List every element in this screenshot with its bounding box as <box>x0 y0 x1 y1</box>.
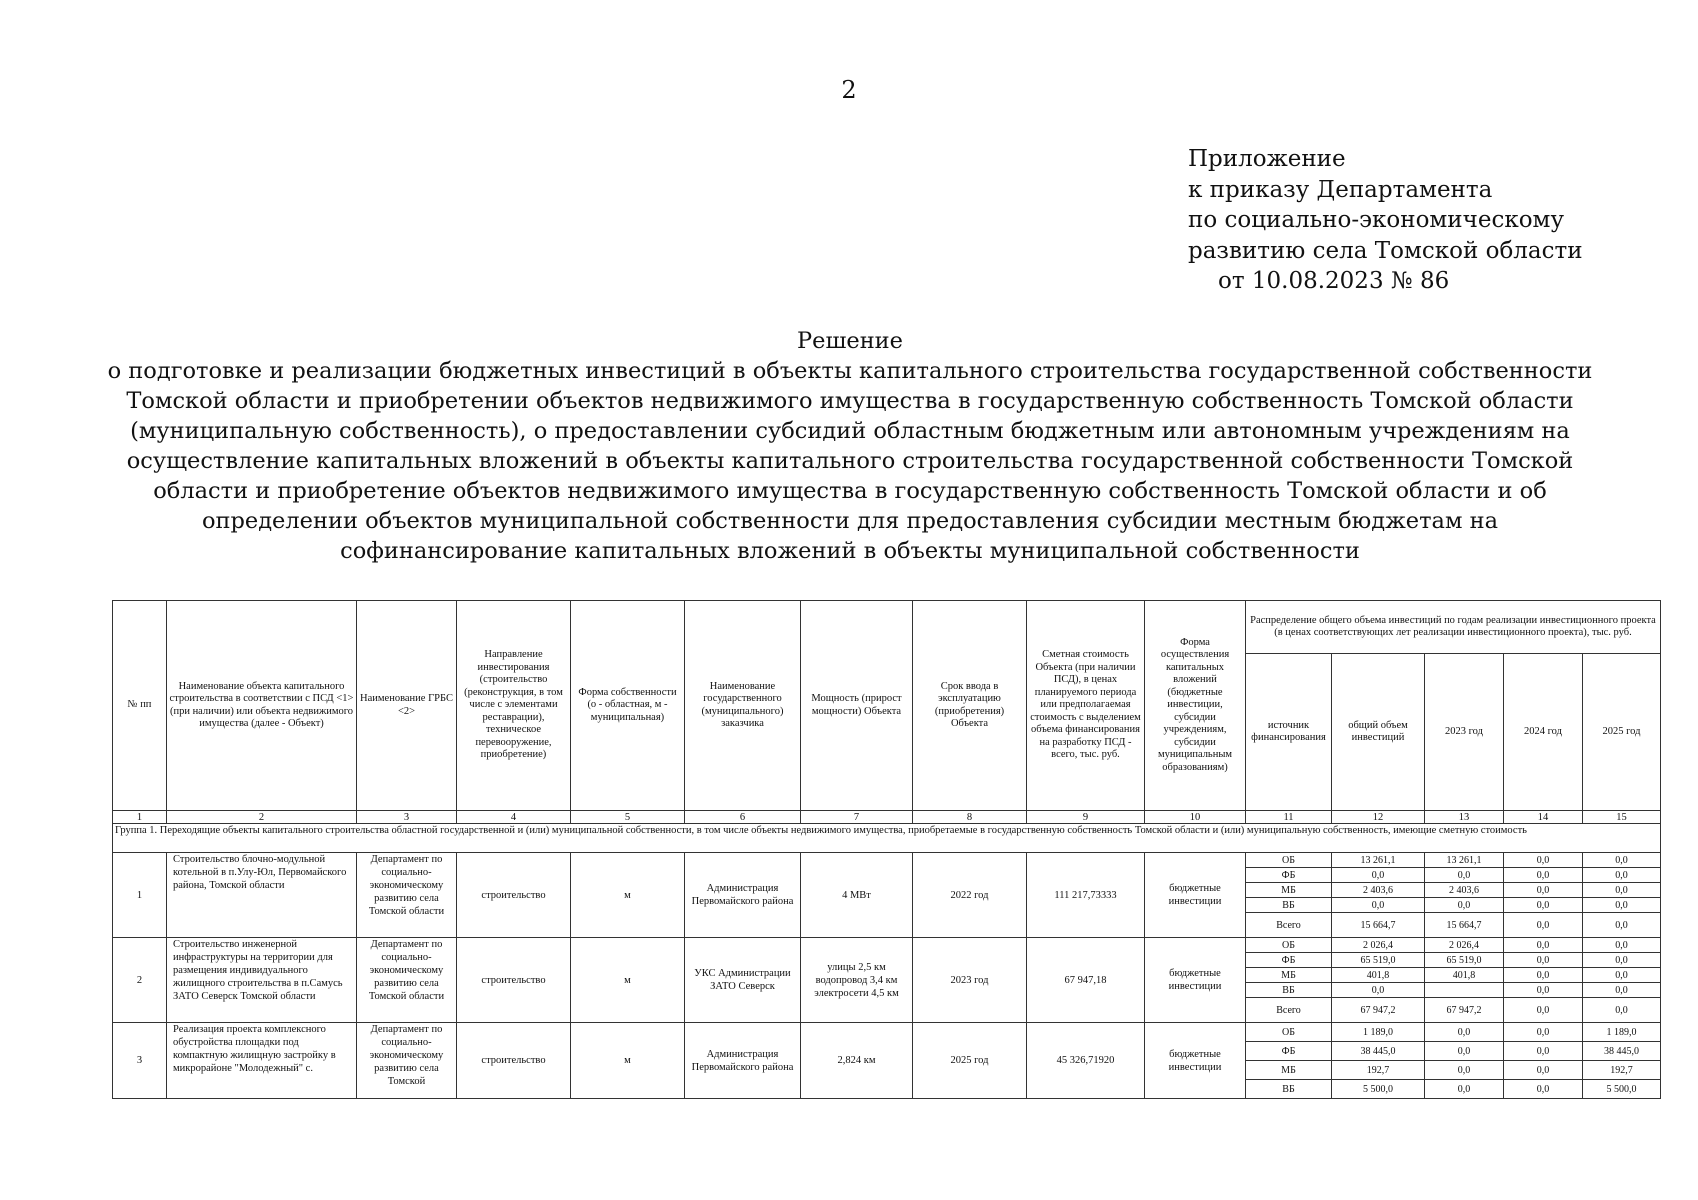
column-number: 3 <box>357 811 457 824</box>
finance-y2024: 0,0 <box>1504 953 1583 968</box>
column-number: 6 <box>685 811 801 824</box>
investment-table <box>112 600 1661 1099</box>
finance-total: 2 026,4 <box>1332 938 1425 953</box>
object-capacity: 4 МВт <box>801 853 913 938</box>
ownership-form: м <box>571 1023 685 1099</box>
grbs-name: Департамент по социально-экономическому развитию села Томской области <box>357 938 457 1023</box>
finance-y2024: 0,0 <box>1504 998 1583 1023</box>
finance-total: 65 519,0 <box>1332 953 1425 968</box>
finance-total: 38 445,0 <box>1332 1042 1425 1061</box>
table-row <box>113 938 1661 953</box>
grbs-name: Департамент по социально-экономическому развитию села Томской <box>357 1023 457 1099</box>
column-number: 11 <box>1246 811 1332 824</box>
finance-source: ОБ <box>1246 938 1332 953</box>
page-number: 2 <box>841 76 857 104</box>
finance-y2024: 0,0 <box>1504 883 1583 898</box>
finance-y2025: 0,0 <box>1583 983 1661 998</box>
finance-source: ОБ <box>1246 853 1332 868</box>
document-subtitle: о подготовке и реализации бюджетных инвестиций в объекты капитального строительства государственной собственности Томской области и приобретении объектов недвижимого имущества в государственную собственность Томской области (муниципальную собственность), о предоставлении субсидий областным бюджетным или автономным учреждениям на осуществление капитальных вложений в объекты капитального строительства государственной собственности Томской области и приобретение объектов недвижимого имущества в государственную собственность Томской области и об определении объектов муниципальной собственности для предоставления субсидии местным бюджетам на софинансирование капитальных вложений в объекты муниципальной собственности <box>107 358 1593 564</box>
commission-term: 2023 год <box>913 938 1027 1023</box>
appendix-line: развитию села Томской области <box>1188 237 1583 264</box>
finance-total: 0,0 <box>1332 983 1425 998</box>
finance-total: 401,8 <box>1332 968 1425 983</box>
header-capacity: Мощность (прирост мощности) Объекта <box>801 601 913 811</box>
table-row <box>113 853 1661 868</box>
finance-y2023: 0,0 <box>1425 1061 1504 1080</box>
header-term: Срок ввода в эксплуатацию (приобретения) Объекта <box>913 601 1027 811</box>
finance-total: 0,0 <box>1332 868 1425 883</box>
estimated-cost: 67 947,18 <box>1027 938 1145 1023</box>
finance-y2023: 0,0 <box>1425 1080 1504 1099</box>
finance-source: ОБ <box>1246 1023 1332 1042</box>
header-form: Форма осуществления капитальных вложений (бюджетные инвестиции, субсидии учреждениям, субсидии муниципальным образованиям) <box>1145 601 1246 811</box>
finance-y2024: 0,0 <box>1504 1042 1583 1061</box>
finance-y2024: 0,0 <box>1504 1080 1583 1099</box>
finance-y2023: 2 026,4 <box>1425 938 1504 953</box>
document-title: Решение <box>797 328 903 354</box>
commission-term: 2025 год <box>913 1023 1027 1099</box>
estimated-cost: 45 326,71920 <box>1027 1023 1145 1099</box>
header-source: источник финансирования <box>1246 654 1332 811</box>
finance-y2025: 5 500,0 <box>1583 1080 1661 1099</box>
header-num: № пп <box>113 601 167 811</box>
finance-y2023: 0,0 <box>1425 1023 1504 1042</box>
column-number: 14 <box>1504 811 1583 824</box>
finance-total: 67 947,2 <box>1332 998 1425 1023</box>
object-name: Строительство инженерной инфраструктуры на территории для размещения индивидуального жилищного строительства в п.Самусь ЗАТО Северск Томской области <box>167 938 357 1023</box>
finance-y2024: 0,0 <box>1504 868 1583 883</box>
finance-y2025: 0,0 <box>1583 883 1661 898</box>
ownership-form: м <box>571 853 685 938</box>
appendix-block <box>1188 144 1583 297</box>
finance-y2025: 0,0 <box>1583 938 1661 953</box>
header-total: общий объем инвестиций <box>1332 654 1425 811</box>
investment-direction: строительство <box>457 853 571 938</box>
table-row <box>113 1023 1661 1042</box>
header-customer: Наименование государственного (муниципального) заказчика <box>685 601 801 811</box>
finance-source: Всего <box>1246 998 1332 1023</box>
estimated-cost: 111 217,73333 <box>1027 853 1145 938</box>
header-object-name: Наименование объекта капитального строительства в соответствии с ПСД <1> (при наличии) или объекта недвижимого имущества (далее - Объект) <box>167 601 357 811</box>
finance-total: 192,7 <box>1332 1061 1425 1080</box>
finance-y2024: 0,0 <box>1504 938 1583 953</box>
finance-y2024: 0,0 <box>1504 853 1583 868</box>
row-number: 3 <box>113 1023 167 1099</box>
finance-source: ФБ <box>1246 953 1332 968</box>
column-number-row <box>113 811 1661 824</box>
column-number: 7 <box>801 811 913 824</box>
investment-form: бюджетные инвестиции <box>1145 938 1246 1023</box>
finance-y2024: 0,0 <box>1504 1023 1583 1042</box>
finance-source: ФБ <box>1246 1042 1332 1061</box>
document-heading <box>60 326 1640 566</box>
finance-y2023: 67 947,2 <box>1425 998 1504 1023</box>
finance-y2025: 0,0 <box>1583 998 1661 1023</box>
finance-y2025: 0,0 <box>1583 968 1661 983</box>
finance-y2023: 2 403,6 <box>1425 883 1504 898</box>
column-number: 15 <box>1583 811 1661 824</box>
finance-source: ФБ <box>1246 868 1332 883</box>
column-number: 2 <box>167 811 357 824</box>
header-year-2025: 2025 год <box>1583 654 1661 811</box>
header-cost: Сметная стоимость Объекта (при наличии ПСД), в ценах планируемого периода или предполагаемая стоимость с выделением объема финансирования на разработку ПСД - всего, тыс. руб. <box>1027 601 1145 811</box>
investment-direction: строительство <box>457 1023 571 1099</box>
appendix-line: Приложение <box>1188 146 1346 172</box>
header-ownership: Форма собственности (о - областная, м - муниципальная) <box>571 601 685 811</box>
finance-source: МБ <box>1246 968 1332 983</box>
object-capacity: улицы 2,5 км водопровод 3,4 км электросети 4,5 км <box>801 938 913 1023</box>
finance-total: 0,0 <box>1332 898 1425 913</box>
finance-y2023: 65 519,0 <box>1425 953 1504 968</box>
header-year-2024: 2024 год <box>1504 654 1583 811</box>
row-number: 2 <box>113 938 167 1023</box>
finance-total: 1 189,0 <box>1332 1023 1425 1042</box>
column-number: 12 <box>1332 811 1425 824</box>
header-grbs: Наименование ГРБС <2> <box>357 601 457 811</box>
finance-y2025: 0,0 <box>1583 953 1661 968</box>
appendix-line: к приказу Департамента <box>1188 176 1493 203</box>
finance-y2023: 15 664,7 <box>1425 913 1504 938</box>
finance-y2025: 0,0 <box>1583 913 1661 938</box>
finance-y2025: 0,0 <box>1583 853 1661 868</box>
column-number: 10 <box>1145 811 1246 824</box>
ownership-form: м <box>571 938 685 1023</box>
finance-y2024: 0,0 <box>1504 968 1583 983</box>
appendix-line: по социально-экономическому <box>1188 207 1564 233</box>
header-direction: Направление инвестирования (строительство (реконструкция, в том числе с элементами реставрации), техническое перевооружение, приобретение) <box>457 601 571 811</box>
row-number: 1 <box>113 853 167 938</box>
finance-y2024: 0,0 <box>1504 983 1583 998</box>
investment-form: бюджетные инвестиции <box>1145 1023 1246 1099</box>
column-number: 9 <box>1027 811 1145 824</box>
finance-y2023 <box>1425 983 1504 998</box>
column-number: 4 <box>457 811 571 824</box>
finance-y2025: 38 445,0 <box>1583 1042 1661 1061</box>
object-capacity: 2,824 км <box>801 1023 913 1099</box>
group-label: Группа 1. Переходящие объекты капитального строительства областной государственной и (или) муниципальной собственности, в том числе объекты недвижимого имущества, приобретаемые в государственную собственность Томской области и (или) муниципальную собственность, имеющие сметную стоимость <box>113 824 1661 853</box>
commission-term: 2022 год <box>913 853 1027 938</box>
object-name: Реализация проекта комплексного обустройства площадки под компактную жилищную застройку в микрорайоне "Молодежный" с. <box>167 1023 357 1099</box>
finance-y2025: 192,7 <box>1583 1061 1661 1080</box>
column-number: 5 <box>571 811 685 824</box>
finance-y2025: 1 189,0 <box>1583 1023 1661 1042</box>
investment-direction: строительство <box>457 938 571 1023</box>
finance-source: ВБ <box>1246 898 1332 913</box>
finance-y2024: 0,0 <box>1504 898 1583 913</box>
finance-total: 13 261,1 <box>1332 853 1425 868</box>
finance-source: МБ <box>1246 883 1332 898</box>
column-number: 13 <box>1425 811 1504 824</box>
customer-name: Администрация Первомайского района <box>685 853 801 938</box>
finance-source: Всего <box>1246 913 1332 938</box>
column-number: 1 <box>113 811 167 824</box>
finance-source: ВБ <box>1246 1080 1332 1099</box>
appendix-date-line: от 10.08.2023 № 86 <box>1218 268 1450 294</box>
customer-name: УКС Администрации ЗАТО Северск <box>685 938 801 1023</box>
finance-y2024: 0,0 <box>1504 913 1583 938</box>
header-distribution: Распределение общего объема инвестиций по годам реализации инвестиционного проекта (в ценах соответствующих лет реализации инвестиционного проекта), тыс. руб. <box>1246 601 1661 654</box>
finance-y2024: 0,0 <box>1504 1061 1583 1080</box>
finance-y2025: 0,0 <box>1583 898 1661 913</box>
grbs-name: Департамент по социально-экономическому развитию села Томской области <box>357 853 457 938</box>
finance-y2023: 13 261,1 <box>1425 853 1504 868</box>
finance-total: 5 500,0 <box>1332 1080 1425 1099</box>
investment-form: бюджетные инвестиции <box>1145 853 1246 938</box>
finance-total: 15 664,7 <box>1332 913 1425 938</box>
finance-source: ВБ <box>1246 983 1332 998</box>
finance-y2023: 401,8 <box>1425 968 1504 983</box>
customer-name: Администрация Первомайского района <box>685 1023 801 1099</box>
finance-total: 2 403,6 <box>1332 883 1425 898</box>
object-name: Строительство блочно-модульной котельной в п.Улу-Юл, Первомайского района, Томской области <box>167 853 357 938</box>
finance-y2023: 0,0 <box>1425 1042 1504 1061</box>
finance-y2023: 0,0 <box>1425 898 1504 913</box>
column-number: 8 <box>913 811 1027 824</box>
header-year-2023: 2023 год <box>1425 654 1504 811</box>
finance-source: МБ <box>1246 1061 1332 1080</box>
finance-y2025: 0,0 <box>1583 868 1661 883</box>
finance-y2023: 0,0 <box>1425 868 1504 883</box>
